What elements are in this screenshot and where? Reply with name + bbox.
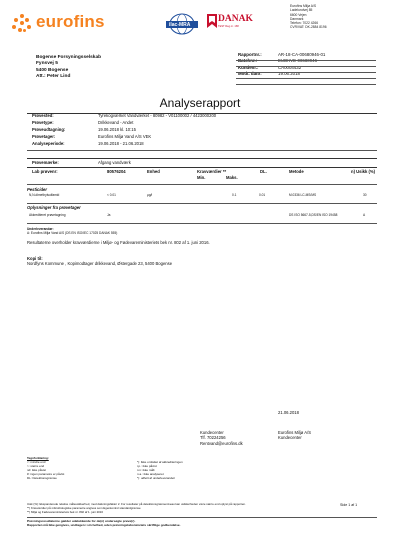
- contact-right: [278, 430, 378, 441]
- sample-info-value: Tyrekogværket Vandværket - 80982 - V01100002 / 4423000200: [98, 113, 217, 118]
- footer-note: Usik (%): Ekspanderede relative måleusikkerhed, med dækningsfaktor 2. For resultater på detektionsgrænseniveau kan usikkerheden være større end oplyst på rapporten.: [27, 502, 246, 506]
- sample-info-value: Eurofins Miljø Vand A/S VEK: [98, 134, 152, 139]
- legend-title: Tegnforklaring:: [27, 456, 49, 460]
- divider: [27, 223, 377, 224]
- legend-item: >: større end: [27, 464, 45, 468]
- sample-info-row: [32, 127, 372, 134]
- legend-item: DL: Detektionsgrænse: [27, 476, 57, 480]
- divider: [27, 158, 377, 159]
- legend-item: i.p.: ikke påvist: [137, 464, 157, 468]
- reference-key: Batchnr.:: [238, 58, 258, 64]
- sample-info-value: 19.06.2018 kl. 10:15: [98, 127, 136, 132]
- row-value: Ja: [107, 213, 111, 217]
- recipient-line: Fynsvej 5: [36, 61, 58, 67]
- recipient-line: 5400 Bogense: [36, 67, 69, 73]
- danak-logo: [206, 12, 256, 38]
- divider: [236, 60, 376, 61]
- danak-reg-text: TEST Reg.nr. 168: [218, 25, 239, 28]
- section-label-sampler-info: Oplysninger fra prøvetager: [27, 205, 81, 210]
- header-lab: Lab prøvenr:: [32, 169, 58, 174]
- footer-bold-line: Prøvningsresultaterne gælder udelukkende for de(n) undersøgte prøve(r).: [27, 519, 136, 523]
- sample-mark-value: Afgang vandværk: [98, 160, 131, 165]
- eurofins-dots-icon: [12, 14, 34, 34]
- danak-logo-text: DANAK: [218, 14, 253, 24]
- contact-line: Kundecenter: [278, 435, 302, 441]
- header-labnr: 80576204: [107, 169, 126, 174]
- company-line: Eurofins Miljø A/S: [290, 4, 317, 8]
- subcontractor-text: A: Eurofins Miljø Vand A/S (DS EN ISO/IEC 17025 DANAK 555): [27, 231, 118, 235]
- sample-info-key: Prøvested:: [32, 113, 54, 118]
- conclusion-text: Resultaterne overholder kravværdierne i Miljø- og Fødevareministeriets bek nr. 802 af 1. juni 2016.: [27, 240, 210, 245]
- footer-note: **) Kravværdier på mikrobiologiske parametre angives som Egenkontrol standardgrænse: [27, 505, 141, 510]
- reference-key: Modt. dato:: [238, 70, 262, 76]
- legend-item: i.m: ikke målt: [137, 468, 155, 472]
- header-method: Metode: [289, 169, 304, 174]
- contact-line: Kundecenter: [200, 430, 224, 435]
- contact-line: Tlf. 70224256: [200, 435, 226, 441]
- legend-item: #: ingen parametre er påvist: [27, 472, 65, 476]
- row-max: 0.1: [232, 193, 237, 197]
- divider: [236, 78, 376, 79]
- legend-item: *): udført af underleverandør: [137, 476, 175, 480]
- table-row: [27, 213, 377, 219]
- header-uncertainty: n) Usikk (%): [351, 169, 375, 174]
- row-value: < 0.01: [107, 193, 116, 197]
- sample-info-key: Prøvetype:: [32, 120, 54, 125]
- row-unit: µg/l: [147, 193, 153, 197]
- reference-value: CA0004432: [278, 64, 302, 70]
- footer-bold-line: Rapporten må ikke gengives, undtagen i sin helhed, uden prøvningslaboratoriets skriftlige godkendelse.: [27, 523, 181, 528]
- row-method: DS ISO 5667-5,DS/EN ISO 19458: [289, 213, 338, 217]
- row-method: M.0336 LC-MS/MS: [289, 193, 317, 197]
- subcontractor-block: [27, 227, 377, 235]
- recipient-address: [36, 55, 176, 80]
- report-title: Analyserapport: [159, 96, 241, 110]
- legend: [27, 456, 377, 484]
- contact-left: [200, 430, 280, 446]
- reference-key: Rapportnr.:: [238, 52, 262, 57]
- sample-info-key: Analyseperiode:: [32, 141, 65, 146]
- sample-mark-row: [32, 160, 372, 165]
- header-dl: DL.: [260, 169, 267, 174]
- results-table-header: [27, 168, 377, 184]
- divider: [27, 150, 377, 151]
- recipient-line: Bogense Forsyningsselskab: [36, 55, 102, 60]
- page-number: Side 1 af 1: [340, 503, 358, 507]
- reference-value: AR-18-CA-00680946-01: [278, 52, 326, 57]
- copy-label: Kopi til:: [27, 256, 43, 261]
- report-references: [238, 52, 368, 77]
- row-uncertainty: A: [363, 213, 366, 217]
- table-row: [27, 193, 377, 199]
- company-line: CVR/VAT: DK-2884 8196: [290, 25, 327, 30]
- report-date: 21.06.2018: [278, 410, 299, 415]
- ilac-logo-text: ilac-MRA: [169, 21, 191, 28]
- sample-info-row: [32, 141, 372, 148]
- copy-block: [27, 256, 377, 267]
- sample-info-key: Prøveudtagning:: [32, 127, 66, 132]
- copy-recipient: Nordfyns Kommune , Kopimodtager drikkevand, Østergade 23, 5400 Bogense: [27, 261, 173, 267]
- sample-info-row: [32, 134, 372, 141]
- row-dl: 0.01: [259, 193, 266, 197]
- eurofins-logo: [12, 10, 112, 36]
- header-max: Maks.: [226, 175, 238, 180]
- company-line: 6600 Vejen: [290, 12, 307, 17]
- reference-value: EUDKVE-00680946: [278, 58, 318, 64]
- row-name: Akkrediteret prøvetagning: [29, 213, 66, 217]
- reference-key: Kundenr.:: [238, 64, 259, 70]
- legend-item: *): Ikke omfattet af akkrediteringen: [137, 460, 183, 464]
- sample-info: [32, 113, 372, 148]
- divider: [236, 66, 376, 67]
- company-line: Danmark: [290, 16, 304, 21]
- sample-info-key: Prøvetager:: [32, 134, 56, 139]
- sample-info-row: [32, 120, 372, 127]
- contact-link[interactable]: Rentvand@eurofins.dk: [200, 440, 243, 446]
- company-line: Ladelundvej 85: [290, 8, 313, 13]
- legend-item: nd: ikke påvist: [27, 468, 47, 472]
- recipient-line: Att.: Peter Lind: [36, 73, 71, 79]
- company-address: [290, 4, 390, 30]
- divider: [27, 203, 377, 204]
- row-uncertainty: 30: [363, 193, 367, 197]
- section-label-pesticider: Pesticider: [27, 187, 48, 192]
- footer-notes: [27, 503, 377, 514]
- sample-info-row: [32, 113, 372, 120]
- reference-value: 19.06.2018: [278, 70, 300, 76]
- footer-note: **) Miljø og Fødevareministeriets bek nr. 802 af 1. juni 2016: [27, 509, 103, 514]
- divider: [236, 72, 376, 73]
- legend-item: <: mindre end: [27, 460, 46, 464]
- header-unit: Enhed: [147, 169, 160, 174]
- divider: [27, 517, 377, 518]
- eurofins-logo-text: eurofins: [36, 12, 105, 31]
- ilac-mra-logo: [162, 12, 202, 38]
- sample-info-value: 19.06.2018 - 21.06.2018: [98, 141, 144, 146]
- footer-bold: [27, 519, 327, 527]
- divider: [27, 184, 377, 185]
- header-limits: Kravværdier **: [197, 169, 227, 174]
- subcontractor-label: Underleverandør:: [27, 227, 54, 231]
- company-line: Telefon: 7022 4266: [290, 21, 319, 26]
- legend-item: n.a.: ikke analyseret: [137, 472, 164, 476]
- contact-line: Eurofins Miljø A/S: [278, 430, 312, 435]
- row-name: N,N-dimethylsulfamid: [29, 193, 60, 197]
- divider: [236, 84, 376, 85]
- header-min: Min.: [197, 175, 206, 180]
- sample-info-value: Drikkevand - Andet: [98, 120, 134, 125]
- sample-mark-key: Prøvemærke:: [32, 160, 59, 165]
- danak-flag-icon: [206, 12, 218, 30]
